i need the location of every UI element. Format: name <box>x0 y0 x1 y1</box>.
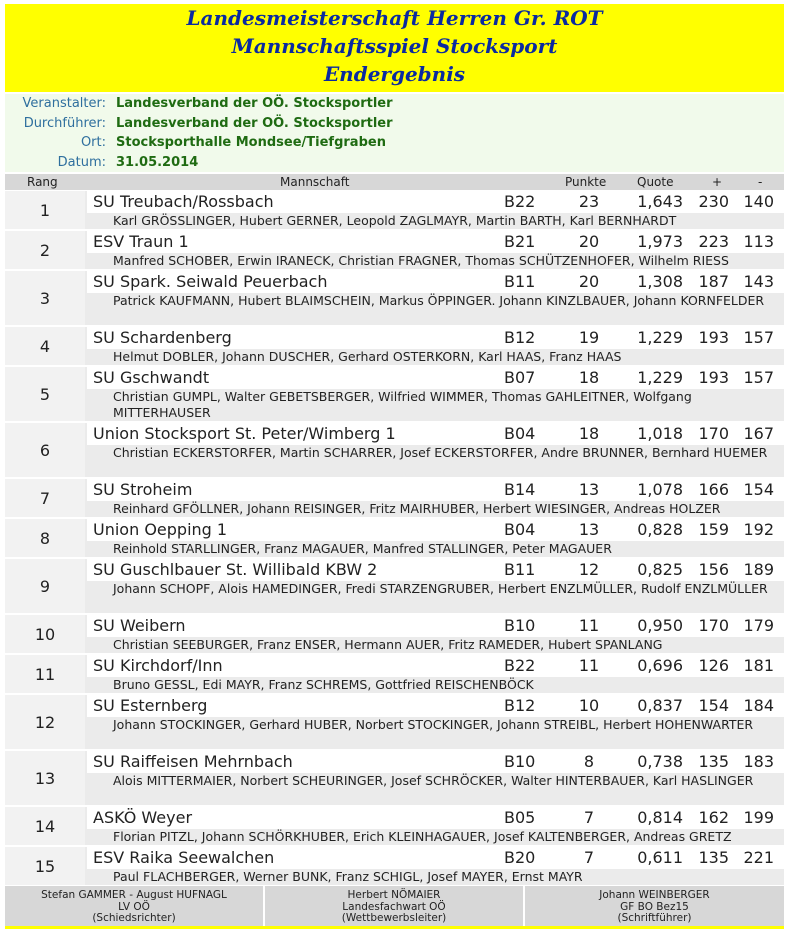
team-code: B21 <box>504 232 536 251</box>
team-name: Union Stocksport St. Peter/Wimberg 1 <box>93 424 396 443</box>
table-row <box>5 519 784 559</box>
points-cell: 12 <box>578 560 600 579</box>
players-list: Manfred SCHOBER, Erwin IRANECK, Christian FRAGNER, Thomas SCHÜTZENHOFER, Wilhelm RIESS <box>113 253 729 268</box>
points-cell: 20 <box>578 232 600 251</box>
table-row <box>5 191 784 231</box>
title-line-3: Endergebnis <box>323 62 466 86</box>
minus-cell: 167 <box>743 424 774 443</box>
official-secretary <box>525 886 784 926</box>
players-list: Johann SCHOPF, Alois HAMEDINGER, Fredi STARZENGRUBER, Herbert ENZLMÜLLER, Rudolf ENZLMÜLLER <box>113 581 768 596</box>
info-label: Datum: <box>57 154 106 170</box>
table-row <box>5 807 784 847</box>
players-list: Reinhard GFÖLLNER, Johann REISINGER, Fritz MAIRHUBER, Herbert WIESINGER, Andreas HOLZER <box>113 501 721 516</box>
points-cell: 10 <box>578 696 600 715</box>
quote-cell: 0,825 <box>637 560 683 579</box>
team-name: Union Oepping 1 <box>93 520 228 539</box>
team-name: SU Weibern <box>93 616 186 635</box>
team-name: SU Stroheim <box>93 480 193 499</box>
rank-cell: 8 <box>5 519 85 557</box>
title-line-2: Mannschaftsspiel Stocksport <box>231 34 558 58</box>
quote-cell: 1,229 <box>637 368 683 387</box>
table-row <box>5 327 784 367</box>
players-list: Paul FLACHBERGER, Werner BUNK, Franz SCHIGL, Josef MAYER, Ernst MAYR <box>113 869 583 884</box>
official-name: Herbert NÖMAIER <box>347 889 441 901</box>
team-line <box>87 615 784 637</box>
team-code: B04 <box>504 520 536 539</box>
rank-cell: 1 <box>5 191 85 229</box>
quote-cell: 1,018 <box>637 424 683 443</box>
minus-cell: 199 <box>743 808 774 827</box>
official-referee <box>5 886 263 926</box>
rank-cell: 12 <box>5 695 85 749</box>
quote-cell: 1,308 <box>637 272 683 291</box>
plus-cell: 162 <box>698 808 729 827</box>
team-line <box>87 191 784 213</box>
minus-cell: 183 <box>743 752 774 771</box>
team-name: SU Treubach/Rossbach <box>93 192 274 211</box>
team-name: SU Guschlbauer St. Willibald KBW 2 <box>93 560 378 579</box>
minus-cell: 179 <box>743 616 774 635</box>
minus-cell: 184 <box>743 696 774 715</box>
quote-cell: 0,837 <box>637 696 683 715</box>
table-row <box>5 559 784 615</box>
team-code: B05 <box>504 808 536 827</box>
event-info <box>5 94 784 172</box>
points-cell: 11 <box>578 616 600 635</box>
team-code: B20 <box>504 848 536 867</box>
rank-cell: 4 <box>5 327 85 365</box>
plus-cell: 126 <box>698 656 729 675</box>
team-code: B14 <box>504 480 536 499</box>
table-row <box>5 847 784 887</box>
header-rang: Rang <box>27 175 58 189</box>
team-line <box>87 519 784 541</box>
quote-cell: 1,078 <box>637 480 683 499</box>
title-line-1: Landesmeisterschaft Herren Gr. ROT <box>186 6 603 30</box>
quote-cell: 0,611 <box>637 848 683 867</box>
players-list: Helmut DOBLER, Johann DUSCHER, Gerhard OSTERKORN, Karl HAAS, Franz HAAS <box>113 349 622 364</box>
official-role: (Wettbewerbsleiter) <box>341 912 447 924</box>
minus-cell: 157 <box>743 368 774 387</box>
points-cell: 8 <box>583 752 595 771</box>
info-value: Stocksporthalle Mondsee/Tiefgraben <box>116 135 386 150</box>
plus-cell: 135 <box>698 848 729 867</box>
team-name: ASKÖ Weyer <box>93 808 193 827</box>
team-line <box>87 367 784 389</box>
plus-cell: 156 <box>698 560 729 579</box>
quote-cell: 0,738 <box>637 752 683 771</box>
minus-cell: 189 <box>743 560 774 579</box>
minus-cell: 181 <box>743 656 774 675</box>
quote-cell: 1,643 <box>637 192 683 211</box>
quote-cell: 0,696 <box>637 656 683 675</box>
official-org: GF BO Bez15 <box>620 900 689 913</box>
info-row-date <box>5 153 784 173</box>
minus-cell: 140 <box>743 192 774 211</box>
team-line <box>87 751 784 773</box>
points-cell: 20 <box>578 272 600 291</box>
rank-cell: 13 <box>5 751 85 805</box>
rank-cell: 10 <box>5 615 85 653</box>
team-line <box>87 423 784 445</box>
table-row <box>5 655 784 695</box>
header-punkte: Punkte <box>565 175 607 189</box>
team-name: ESV Raika Seewalchen <box>93 848 275 867</box>
players-list: Bruno GESSL, Edi MAYR, Franz SCHREMS, Gottfried REISCHENBÖCK <box>113 677 534 692</box>
official-org: LV OÖ <box>118 900 150 913</box>
players-list: Patrick KAUFMANN, Hubert BLAIMSCHEIN, Markus ÖPPINGER. Johann KINZLBAUER, Johann KORNFELDER <box>113 293 765 308</box>
plus-cell: 187 <box>698 272 729 291</box>
info-row-location <box>5 133 784 153</box>
rank-cell: 9 <box>5 559 85 613</box>
team-code: B07 <box>504 368 536 387</box>
results-table-body <box>5 191 784 887</box>
team-name: SU Schardenberg <box>93 328 232 347</box>
points-cell: 11 <box>578 656 600 675</box>
table-row <box>5 231 784 271</box>
table-row <box>5 751 784 807</box>
players-list: Florian PITZL, Johann SCHÖRKHUBER, Erich KLEINHAGAUER, Josef KALTENBERGER, Andreas GRETZ <box>113 829 732 844</box>
quote-cell: 1,973 <box>637 232 683 251</box>
info-value: Landesverband der OÖ. Stocksportler <box>116 115 393 131</box>
team-code: B12 <box>504 696 536 715</box>
team-name: SU Esternberg <box>93 696 208 715</box>
players-list: Christian GUMPL, Walter GEBETSBERGER, Wilfried WIMMER, Thomas GAHLEITNER, Wolfgang MITTERHAUSER <box>113 389 692 420</box>
plus-cell: 135 <box>698 752 729 771</box>
rank-cell: 11 <box>5 655 85 693</box>
minus-cell: 154 <box>743 480 774 499</box>
info-label: Durchführer: <box>23 115 106 131</box>
team-line <box>87 231 784 253</box>
points-cell: 7 <box>583 808 595 827</box>
team-code: B12 <box>504 328 536 347</box>
points-cell: 7 <box>583 848 595 867</box>
rank-cell: 2 <box>5 231 85 269</box>
team-line <box>87 807 784 829</box>
info-value: 31.05.2014 <box>116 154 199 170</box>
quote-cell: 1,229 <box>637 328 683 347</box>
plus-cell: 154 <box>698 696 729 715</box>
minus-cell: 113 <box>743 232 774 251</box>
plus-cell: 230 <box>698 192 729 211</box>
header-quote: Quote <box>637 175 674 189</box>
points-cell: 23 <box>578 192 600 211</box>
minus-cell: 143 <box>743 272 774 291</box>
official-competition-leader <box>265 886 523 926</box>
rank-cell: 7 <box>5 479 85 517</box>
points-cell: 18 <box>578 368 600 387</box>
team-line <box>87 655 784 677</box>
table-row <box>5 615 784 655</box>
officials-footer <box>5 886 784 926</box>
quote-cell: 0,814 <box>637 808 683 827</box>
team-code: B22 <box>504 192 536 211</box>
header-minus: - <box>758 175 763 189</box>
bottom-accent-bar <box>5 926 784 929</box>
table-header <box>5 174 784 190</box>
info-label: Ort: <box>80 135 106 150</box>
team-line <box>87 847 784 869</box>
plus-cell: 170 <box>698 424 729 443</box>
team-code: B22 <box>504 656 536 675</box>
official-name: Johann WEINBERGER <box>599 889 710 901</box>
players-list: Christian ECKERSTORFER, Martin SCHARRER, Josef ECKERSTORFER, Andre BRUNNER, Bernhard HUEMER <box>113 445 768 460</box>
players-list: Reinhold STARLLINGER, Franz MAGAUER, Manfred STALLINGER, Peter MAGAUER <box>113 541 612 556</box>
quote-cell: 0,828 <box>637 520 683 539</box>
team-line <box>87 271 784 293</box>
points-cell: 18 <box>578 424 600 443</box>
team-code: B11 <box>504 272 536 291</box>
plus-cell: 166 <box>698 480 729 499</box>
team-code: B11 <box>504 560 536 579</box>
rank-cell: 6 <box>5 423 85 477</box>
plus-cell: 223 <box>698 232 729 251</box>
info-value: Landesverband der OÖ. Stocksportler <box>116 96 393 111</box>
plus-cell: 159 <box>698 520 729 539</box>
rank-cell: 5 <box>5 367 85 421</box>
rank-cell: 15 <box>5 847 85 885</box>
team-line <box>87 559 784 581</box>
team-line <box>87 479 784 501</box>
minus-cell: 221 <box>743 848 774 867</box>
table-row <box>5 695 784 751</box>
quote-cell: 0,950 <box>637 616 683 635</box>
players-list: Alois MITTERMAIER, Norbert SCHEURINGER, Josef SCHRÖCKER, Walter HINTERBAUER, Karl HASLINGER <box>113 773 754 788</box>
points-cell: 13 <box>578 520 600 539</box>
team-code: B04 <box>504 424 536 443</box>
header-plus: + <box>712 175 723 189</box>
table-row <box>5 423 784 479</box>
info-row-executor <box>5 114 784 134</box>
official-org: Landesfachwart OÖ <box>342 900 446 913</box>
official-role: (Schriftführer) <box>617 912 692 924</box>
players-list: Karl GRÖSSLINGER, Hubert GERNER, Leopold ZAGLMAYR, Martin BARTH, Karl BERNHARDT <box>113 213 677 228</box>
official-role: (Schiedsrichter) <box>92 912 176 924</box>
points-cell: 19 <box>578 328 600 347</box>
rank-cell: 3 <box>5 271 85 325</box>
minus-cell: 157 <box>743 328 774 347</box>
team-code: B10 <box>504 752 536 771</box>
team-name: SU Gschwandt <box>93 368 210 387</box>
header-mannschaft: Mannschaft <box>280 175 350 189</box>
team-line <box>87 695 784 717</box>
team-name: ESV Traun 1 <box>93 232 189 251</box>
players-list: Johann STOCKINGER, Gerhard HUBER, Norbert STOCKINGER, Johann STREIBL, Herbert HOHENWARTER <box>113 717 754 732</box>
plus-cell: 193 <box>698 368 729 387</box>
rank-cell: 14 <box>5 807 85 845</box>
plus-cell: 170 <box>698 616 729 635</box>
minus-cell: 192 <box>743 520 774 539</box>
plus-cell: 193 <box>698 328 729 347</box>
team-line <box>87 327 784 349</box>
info-label: Veranstalter: <box>22 96 106 111</box>
table-row <box>5 367 784 423</box>
players-list: Christian SEEBURGER, Franz ENSER, Hermann AUER, Fritz RAMEDER, Hubert SPANLANG <box>113 637 663 652</box>
title-banner <box>5 4 784 92</box>
table-row <box>5 271 784 327</box>
points-cell: 13 <box>578 480 600 499</box>
team-code: B10 <box>504 616 536 635</box>
table-row <box>5 479 784 519</box>
info-row-organizer <box>5 94 784 114</box>
team-name: SU Raiffeisen Mehrnbach <box>93 752 293 771</box>
official-name: Stefan GAMMER - August HUFNAGL <box>41 889 227 901</box>
team-name: SU Kirchdorf/Inn <box>93 656 223 675</box>
team-name: SU Spark. Seiwald Peuerbach <box>93 272 328 291</box>
